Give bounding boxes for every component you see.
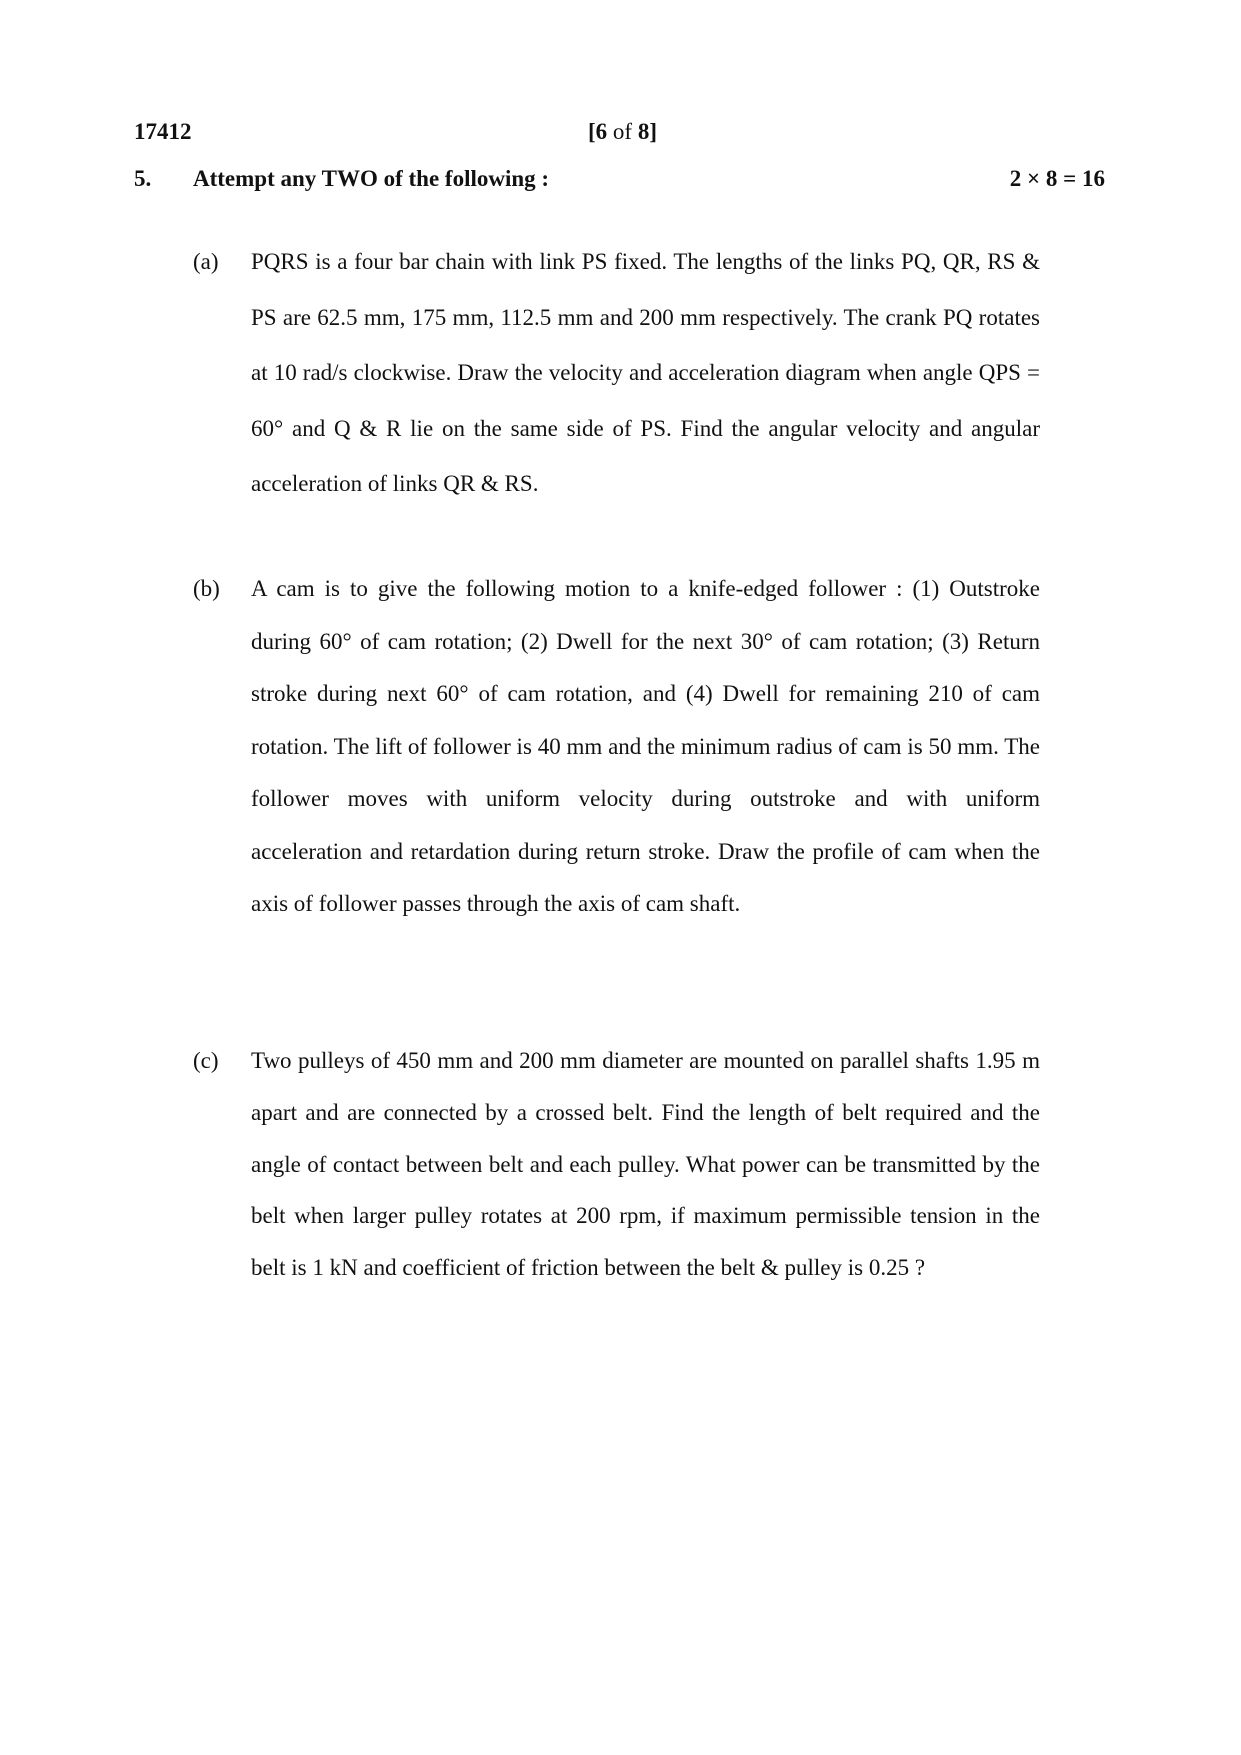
page-indicator <box>588 118 657 146</box>
part-c-label: (c) <box>193 1048 219 1073</box>
question-marks: 2 × 8 = 16 <box>1009 166 1105 191</box>
page-bracket-close: ] <box>649 119 658 144</box>
part-b-label: (b) <box>193 576 220 601</box>
question-number: 5. <box>134 166 152 191</box>
part-a-text: PQRS is a four bar chain with link PS fixed. The lengths of the links PQ, QR, RS & PS are 62.5 mm, 175 mm, 112.5 mm and 200 mm respectively. The crank PQ rotates at 10 rad/s clockwise. Draw the velocity and acceleration diagram when angle QPS = 60° and Q & R lie on the same side of PS. Find the angular velocity and angular acceleration of links QR & RS. <box>251 249 1040 496</box>
question-instruction: Attempt any TWO of the following : <box>193 166 550 191</box>
part-b-text: A cam is to give the following motion to a knife-edged follower : (1) Outstroke during 60° of cam rotation; (2) Dwell for the next 30° of cam rotation; (3) Return stroke during next 60° of cam rotation, and (4) Dwell for remaining 210 of cam rotation. The lift of follower is 40 mm and the minimum radius of cam is 50 mm. The follower moves with uniform velocity during outstroke and with uniform acceleration and retardation during return stroke. Draw the profile of cam when the axis of follower passes through the axis of cam shaft. <box>251 576 1040 916</box>
part-c-text: Two pulleys of 450 mm and 200 mm diameter are mounted on parallel shafts 1.95 m apart and are connected by a crossed belt. Find the length of belt required and the angle of contact between belt and each pulley. What power can be transmitted by the belt when larger pulley rotates at 200 rpm, if maximum permissible tension in the belt is 1 kN and coefficient of friction between the belt & pulley is 0.25 ? <box>251 1048 1040 1281</box>
page-total: 8 <box>637 119 650 144</box>
part-a-label: (a) <box>193 249 219 274</box>
page-bracket-open: [ <box>588 119 596 144</box>
page-current: 6 <box>595 119 608 144</box>
paper-code: 17412 <box>134 119 192 144</box>
page-of: of <box>607 119 638 144</box>
